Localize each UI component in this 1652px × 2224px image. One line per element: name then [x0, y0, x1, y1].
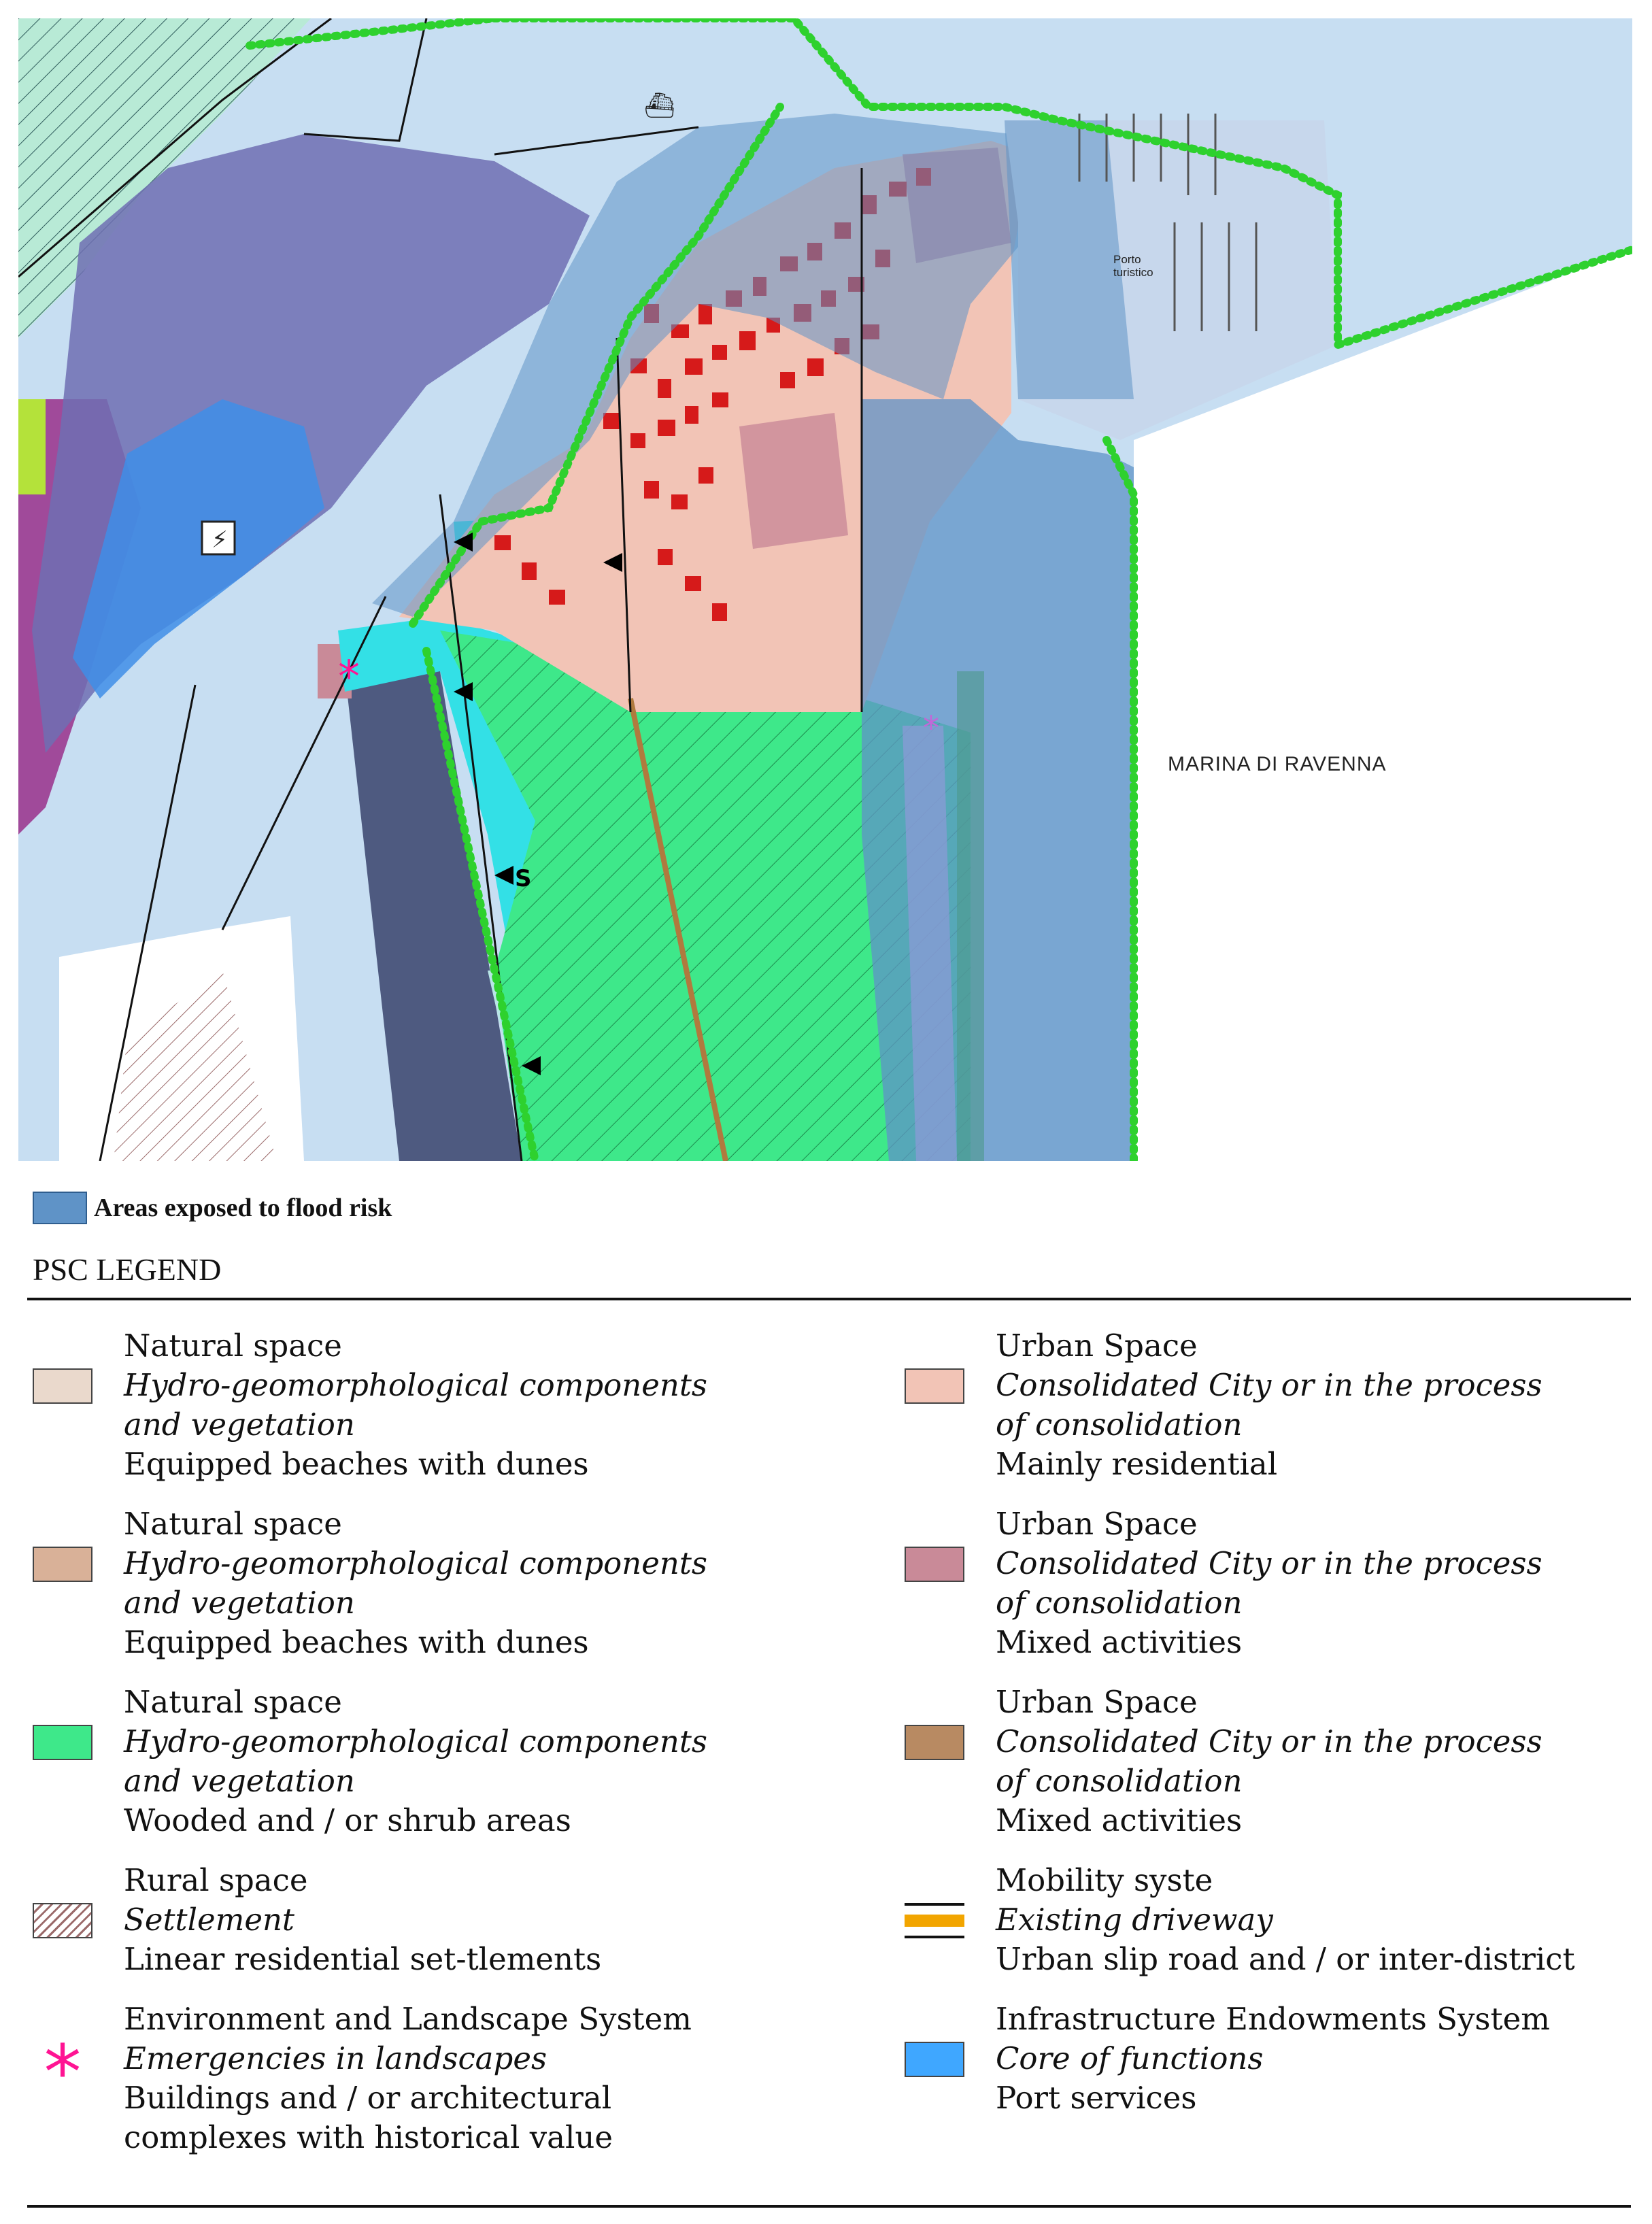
legend-item [33, 1861, 794, 1979]
legend-line-3: Mixed activities [996, 1802, 1243, 1838]
legend-line-1: Infrastructure Endowments System [996, 2001, 1550, 2037]
legend-item [33, 1683, 794, 1840]
legend-line-2: Hydro-geomorphological components and vegetation [124, 1367, 708, 1443]
legend-line-3: Mixed activities [996, 1624, 1243, 1660]
place-label: MARINA DI RAVENNA [1168, 753, 1387, 775]
legend-line-2: Hydro-geomorphological components and vegetation [124, 1723, 708, 1799]
color-swatch [905, 1725, 964, 1760]
legend-item [905, 1683, 1652, 1840]
color-swatch [33, 1368, 92, 1404]
legend-line-2: Settlement [124, 1902, 295, 1938]
legend-item [905, 1861, 1652, 1979]
legend-top-rule [27, 1298, 1631, 1300]
flood-legend-label: Areas exposed to flood risk [94, 1194, 392, 1222]
legend-line-1: Urban Space [996, 1328, 1198, 1364]
road-swatch [905, 1903, 964, 1938]
legend-line-3: Mainly residential [996, 1446, 1278, 1482]
color-swatch [33, 1725, 92, 1760]
legend-line-1: Natural space [124, 1328, 342, 1364]
legend-line-2: Consolidated City or in the process of consolidation [996, 1723, 1543, 1799]
color-swatch [33, 1547, 92, 1582]
ship-icon: ⛴ [644, 92, 675, 120]
legend-bottom-rule [27, 2205, 1631, 2208]
legend-line-2: Consolidated City or in the process of consolidation [996, 1545, 1543, 1621]
legend-line-3: Wooded and / or shrub areas [124, 1802, 571, 1838]
legend-line-2: Consolidated City or in the process of consolidation [996, 1367, 1543, 1443]
legend-line-3: Equipped beaches with dunes [124, 1446, 589, 1482]
legend-line-1: Natural space [124, 1684, 342, 1720]
color-swatch [905, 2042, 964, 2077]
color-swatch [905, 1547, 964, 1582]
legend-column-left [33, 1326, 794, 2178]
flood-legend [33, 1189, 392, 1227]
legend-item [33, 1504, 794, 1662]
legend-item [33, 2000, 794, 2157]
legend-line-2: Existing driveway [996, 1902, 1273, 1938]
legend-line-2: Emergencies in landscapes [124, 2040, 547, 2076]
legend-line-3: Buildings and / or architectural complexes with historical value [124, 2080, 613, 2155]
porto-turistico-label: Porto turistico [1113, 253, 1153, 279]
legend-line-2: Core of functions [996, 2040, 1264, 2076]
legend-line-1: Rural space [124, 1862, 308, 1898]
legend-column-right [905, 1326, 1652, 2138]
legend-item [33, 1326, 794, 1484]
color-swatch [905, 1368, 964, 1404]
historic-star: * [338, 652, 360, 703]
legend-line-1: Mobility syste [996, 1862, 1213, 1898]
flood-coast [862, 399, 1134, 1161]
flood-swatch [33, 1192, 87, 1224]
s-label: S [515, 865, 532, 892]
legend-line-1: Environment and Landscape System [124, 2001, 692, 2037]
star-icon: * [44, 2029, 82, 2116]
legend-line-3: Port services [996, 2080, 1197, 2116]
svg-text:⚡: ⚡ [212, 526, 228, 554]
psc-legend-title: PSC LEGEND [33, 1252, 222, 1287]
map-canvas [18, 18, 1632, 1161]
legend-line-1: Natural space [124, 1506, 342, 1542]
legend-item [905, 2000, 1652, 2118]
legend-line-1: Urban Space [996, 1506, 1198, 1542]
legend-line-3: Urban slip road and / or inter-district [996, 1941, 1575, 1977]
yellowgreen-zone [18, 399, 46, 494]
legend-line-2: Hydro-geomorphological components and vegetation [124, 1545, 708, 1621]
legend-line-1: Urban Space [996, 1684, 1198, 1720]
legend-item [905, 1326, 1652, 1484]
zoning-map [18, 18, 1632, 1161]
legend-line-3: Linear residential set-tlements [124, 1941, 602, 1977]
historic-star-2: * [923, 709, 939, 747]
hatch-swatch [33, 1903, 92, 1938]
legend-line-3: Equipped beaches with dunes [124, 1624, 589, 1660]
legend-item [905, 1504, 1652, 1662]
